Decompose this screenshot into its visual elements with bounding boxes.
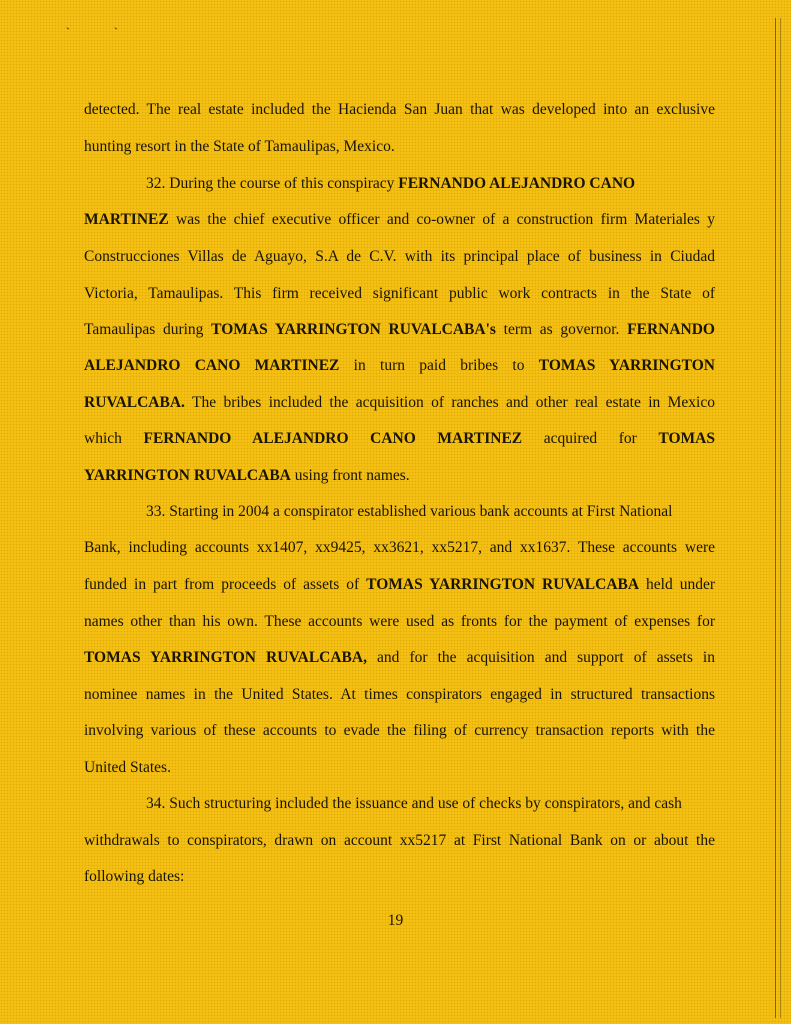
text-segment: 33. Starting in 2004 a conspirator established various bank accounts at First National (146, 503, 673, 520)
text-segment: which (84, 430, 144, 447)
text-line (84, 102, 715, 118)
text-line (84, 212, 715, 228)
text-segment: names other than his own. These accounts were used as fronts for the payment of expenses for (84, 613, 715, 630)
bold-text: FERNANDO ALEJANDRO CANO (398, 175, 636, 192)
page-number: 19 (387, 912, 404, 929)
bold-text: FERNANDO ALEJANDRO CANO MARTINEZ (143, 430, 523, 447)
bold-text: YARRINGTON RUVALCABA (84, 467, 291, 484)
text-line (84, 395, 715, 411)
text-line (84, 687, 715, 703)
text-line (84, 139, 395, 155)
text-line (84, 540, 715, 556)
text-segment: withdrawals to conspirators, drawn on account xx5217 at First National Bank on or about the (84, 832, 715, 849)
text-segment: using front names. (290, 467, 410, 484)
text-segment: involving various of these accounts to evade the filing of currency transaction reports with the (84, 722, 715, 739)
bold-text: TOMAS YARRINGTON RUVALCABA (366, 576, 640, 593)
text-line (84, 358, 715, 374)
text-line (146, 796, 682, 812)
text-segment: detected. The real estate included the Hacienda San Juan that was developed into an exclusive (84, 101, 715, 118)
text-line (84, 650, 715, 666)
text-segment: 34. Such structuring included the issuance and use of checks by conspirators, and cash (146, 795, 682, 812)
text-segment: Victoria, Tamaulipas. This firm received significant public work contracts in the State of (84, 285, 715, 302)
bold-text: TOMAS YARRINGTON (538, 357, 715, 374)
text-segment: nominee names in the United States. At times conspirators engaged in structured transactions (84, 686, 715, 703)
bold-text: MARTINEZ (84, 211, 169, 228)
scan-mark: ˏ (114, 16, 118, 30)
bold-text: ALEJANDRO CANO MARTINEZ (84, 357, 340, 374)
text-line (84, 869, 184, 885)
bold-text: TOMAS YARRINGTON RUVALCABA's (211, 321, 496, 338)
bold-text: TOMAS YARRINGTON RUVALCABA, (84, 649, 367, 666)
text-line (84, 614, 715, 630)
text-segment: held under (639, 576, 715, 593)
text-segment: acquired for (522, 430, 659, 447)
text-segment: 32. During the course of this conspiracy (146, 175, 399, 192)
bold-text: RUVALCABA. (84, 394, 185, 411)
text-segment: The bribes included the acquisition of ranches and other real estate in Mexico (184, 394, 715, 411)
text-line (84, 723, 715, 739)
scan-edge-border (775, 18, 781, 1018)
text-segment: hunting resort in the State of Tamaulipas, Mexico. (84, 138, 395, 155)
scan-mark: ˏ (66, 16, 70, 30)
bold-text: TOMAS (658, 430, 715, 447)
text-segment: in turn paid bribes to (339, 357, 539, 374)
text-line (146, 176, 635, 192)
text-line (84, 577, 715, 593)
text-segment: funded in part from proceeds of assets of (84, 576, 367, 593)
text-line (84, 833, 715, 849)
bold-text: FERNANDO (627, 321, 715, 338)
text-segment: Bank, including accounts xx1407, xx9425, xx3621, xx5217, and xx1637. These accounts were (84, 539, 715, 556)
text-line (84, 286, 715, 302)
text-segment: following dates: (84, 868, 185, 885)
text-line (146, 504, 672, 520)
text-line (84, 431, 715, 447)
text-segment: was the chief executive officer and co-owner of a construction firm Materiales y (168, 211, 715, 228)
text-segment: term as governor. (495, 321, 628, 338)
text-segment: United States. (84, 759, 171, 776)
text-line (84, 249, 715, 265)
text-line (84, 760, 171, 776)
text-segment: and for the acquisition and support of assets in (366, 649, 715, 666)
text-line (84, 468, 410, 484)
text-line (84, 322, 715, 338)
text-segment: Tamaulipas during (84, 321, 212, 338)
text-segment: Construcciones Villas de Aguayo, S.A de C.V. with its principal place of business in Ciudad (84, 248, 715, 265)
